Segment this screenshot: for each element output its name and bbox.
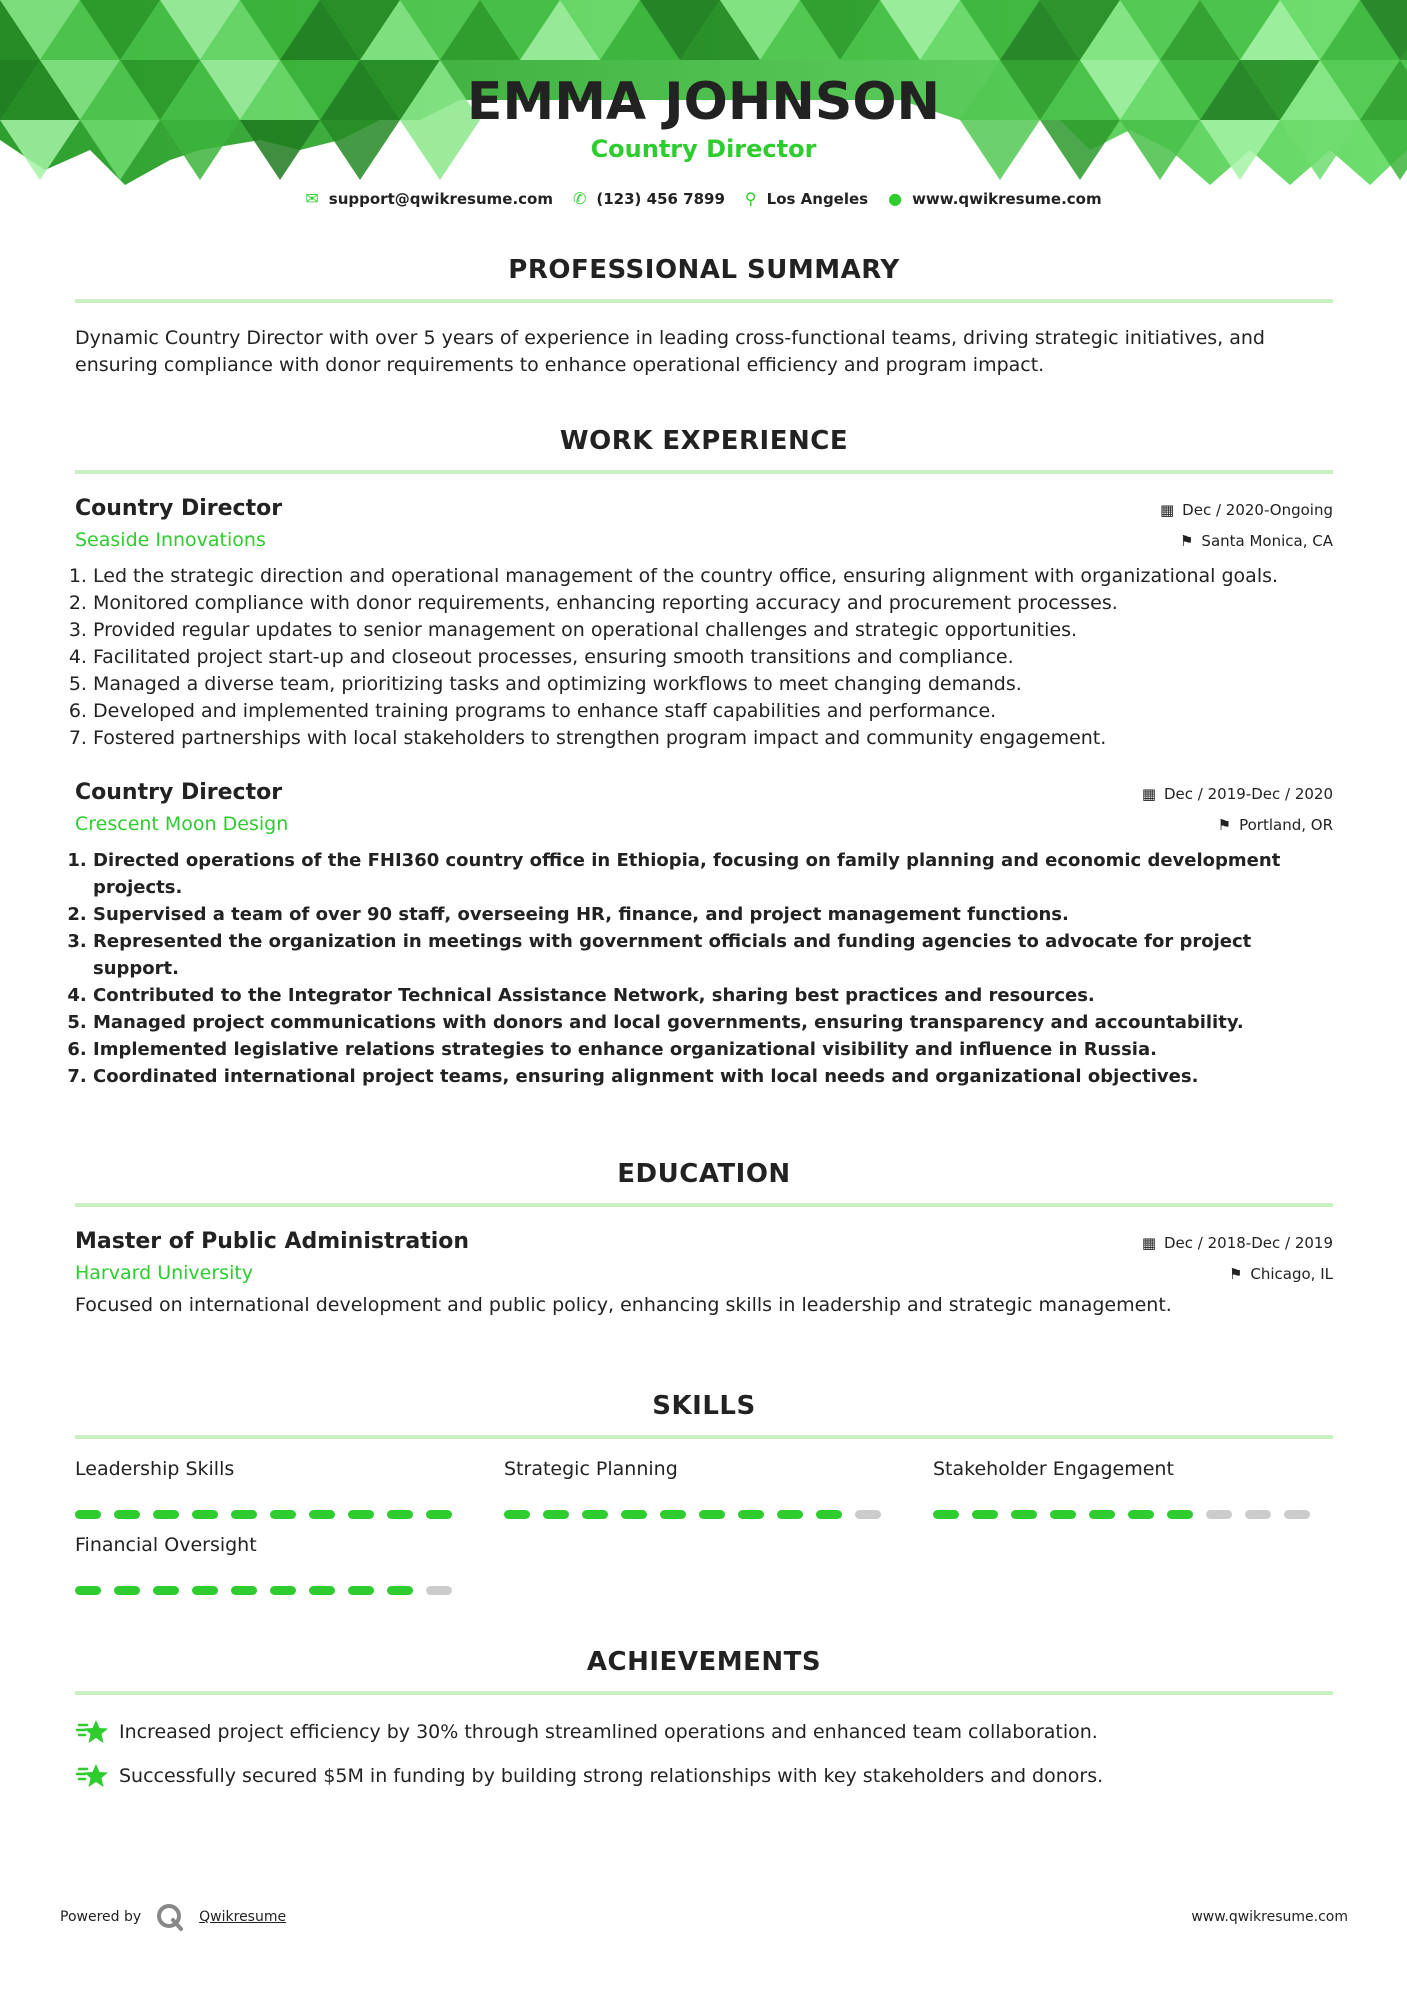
degree-title: Master of Public Administration: [75, 1229, 470, 1254]
rating-dash-filled: [309, 1510, 335, 1519]
rating-dash-filled: [270, 1586, 296, 1595]
rating-dash-filled: [231, 1586, 257, 1595]
skill-item: [933, 1458, 1313, 1480]
skill-rating: [933, 1510, 1323, 1519]
job-title: Country Director: [75, 496, 283, 521]
pin-icon: ⚑: [1217, 816, 1232, 834]
rating-dash-filled: [309, 1586, 335, 1595]
rating-dash-empty: [1245, 1510, 1271, 1519]
rating-dash-filled: [1128, 1510, 1154, 1519]
rating-dash-filled: [387, 1586, 413, 1595]
rating-dash-filled: [1167, 1510, 1193, 1519]
skill-name: Strategic Planning: [504, 1458, 678, 1480]
rating-dash-filled: [153, 1586, 179, 1595]
calendar-icon: ▦: [1141, 1234, 1156, 1252]
website-text: www.qwikresume.com: [912, 189, 1102, 208]
rating-dash-filled: [1011, 1510, 1037, 1519]
location-text: Los Angeles: [766, 189, 869, 208]
rating-dash-filled: [153, 1510, 179, 1519]
company-name: Crescent Moon Design: [75, 813, 289, 835]
skill-name: Financial Oversight: [75, 1534, 257, 1556]
rating-dash-filled: [192, 1586, 218, 1595]
job-bullets: [75, 563, 1333, 752]
rating-dash-filled: [777, 1510, 803, 1519]
achievements-heading: ACHIEVEMENTS: [586, 1647, 822, 1677]
education-location: Chicago, IL: [1250, 1265, 1333, 1283]
rating-dash-filled: [660, 1510, 686, 1519]
pin-icon: ⚑: [1228, 1265, 1243, 1283]
rating-dash-filled: [348, 1510, 374, 1519]
list-item: 1. Led the strategic direction and operational management of the country office, ensuring alignment with organizational goals.: [93, 563, 1333, 590]
job-entry: [75, 780, 1333, 1090]
experience-heading: WORK EXPERIENCE: [559, 426, 849, 456]
rating-dash-filled: [114, 1586, 140, 1595]
achievement-item: [75, 1759, 1333, 1793]
list-item: 4. Facilitated project start-up and closeout processes, ensuring smooth transitions and compliance.: [93, 644, 1333, 671]
rating-dash-filled: [231, 1510, 257, 1519]
list-item: 7. Coordinated international project teams, ensuring alignment with local needs and organizational objectives.: [93, 1063, 1333, 1090]
contact-email[interactable]: [305, 189, 553, 208]
list-item: 7. Fostered partnerships with local stakeholders to strengthen program impact and community engagement.: [93, 725, 1333, 752]
star-icon: [75, 1715, 109, 1749]
rating-dash-filled: [621, 1510, 647, 1519]
divider: [75, 299, 1333, 303]
rating-dash-filled: [114, 1510, 140, 1519]
rating-dash-empty: [1206, 1510, 1232, 1519]
map-pin-icon: ⚲: [744, 189, 757, 208]
candidate-name: EMMA JOHNSON: [466, 72, 941, 132]
skill-rating: [75, 1510, 465, 1519]
rating-dash-empty: [855, 1510, 881, 1519]
rating-dash-filled: [426, 1510, 452, 1519]
star-icon: [75, 1759, 109, 1793]
rating-dash-filled: [972, 1510, 998, 1519]
rating-dash-filled: [699, 1510, 725, 1519]
divider: [75, 1435, 1333, 1439]
summary-heading: PROFESSIONAL SUMMARY: [508, 255, 900, 285]
rating-dash-filled: [75, 1586, 101, 1595]
contact-location: [745, 189, 868, 208]
rating-dash-filled: [348, 1586, 374, 1595]
job-dates: Dec / 2020-Ongoing: [1182, 501, 1333, 519]
powered-by-label: Powered by: [60, 1909, 142, 1925]
job-bullets: [75, 847, 1333, 1090]
job-dates: Dec / 2019-Dec / 2020: [1164, 785, 1333, 803]
summary-text: Dynamic Country Director with over 5 years of experience in leading cross-functional teams, driving strategic initiatives, and ensuring compliance with donor requirements to enhance operational efficiency and program impact.: [75, 327, 1265, 376]
skill-item: [75, 1458, 455, 1480]
company-name: Seaside Innovations: [75, 529, 266, 551]
list-item: 3. Provided regular updates to senior management on operational challenges and strategic opportunities.: [93, 617, 1333, 644]
divider: [75, 1203, 1333, 1207]
rating-dash-empty: [426, 1586, 452, 1595]
contact-bar: [0, 189, 1407, 208]
rating-dash-filled: [738, 1510, 764, 1519]
email-text: support@qwikresume.com: [328, 189, 553, 208]
envelope-icon: ✉: [305, 189, 319, 208]
education-section: [75, 1159, 1333, 1319]
pin-icon: ⚑: [1179, 532, 1194, 550]
list-item: 5. Managed project communications with donors and local governments, ensuring transparency and accountability.: [93, 1009, 1333, 1036]
list-item: 5. Managed a diverse team, prioritizing tasks and optimizing workflows to meet changing demands.: [93, 671, 1333, 698]
skills-section: [75, 1391, 1333, 1439]
rating-dash-filled: [582, 1510, 608, 1519]
qwikresume-logo-icon: [155, 1902, 185, 1932]
calendar-icon: ▦: [1141, 785, 1156, 803]
skill-item: [504, 1458, 884, 1480]
skill-name: Stakeholder Engagement: [933, 1458, 1174, 1480]
calendar-icon: ▦: [1159, 501, 1175, 519]
school-name: Harvard University: [75, 1262, 254, 1284]
contact-website[interactable]: [888, 189, 1102, 208]
rating-dash-filled: [192, 1510, 218, 1519]
contact-phone: [573, 189, 725, 208]
rating-dash-filled: [816, 1510, 842, 1519]
list-item: 6. Implemented legislative relations strategies to enhance organizational visibility and influence in Russia.: [93, 1036, 1333, 1063]
divider: [75, 470, 1333, 474]
rating-dash-empty: [1284, 1510, 1310, 1519]
divider: [75, 1691, 1333, 1695]
achievement-text: Increased project efficiency by 30% through streamlined operations and enhanced team collaboration.: [119, 1721, 1098, 1743]
job-location: Portland, OR: [1239, 816, 1333, 834]
achievement-item: [75, 1715, 1333, 1749]
summary-section: [75, 255, 1333, 379]
achievements-section: [75, 1647, 1333, 1793]
list-item: 1. Directed operations of the FHI360 country office in Ethiopia, focusing on family planning and economic development projects.: [93, 847, 1333, 901]
rating-dash-filled: [387, 1510, 413, 1519]
list-item: 6. Developed and implemented training programs to enhance staff capabilities and performance.: [93, 698, 1333, 725]
list-item: 4. Contributed to the Integrator Technical Assistance Network, sharing best practices and resources.: [93, 982, 1333, 1009]
education-heading: EDUCATION: [617, 1159, 791, 1189]
footer-url[interactable]: www.qwikresume.com: [1191, 1909, 1348, 1925]
job-title: Country Director: [75, 780, 283, 805]
rating-dash-filled: [543, 1510, 569, 1519]
rating-dash-filled: [75, 1510, 101, 1519]
phone-text: (123) 456 7899: [596, 189, 725, 208]
skill-name: Leadership Skills: [75, 1458, 235, 1480]
rating-dash-filled: [504, 1510, 530, 1519]
job-entry: [75, 496, 1333, 752]
rating-dash-filled: [1050, 1510, 1076, 1519]
list-item: 2. Supervised a team of over 90 staff, overseeing HR, finance, and project management functions.: [93, 901, 1333, 928]
rating-dash-filled: [270, 1510, 296, 1519]
achievement-text: Successfully secured $5M in funding by building strong relationships with key stakeholders and donors.: [119, 1765, 1104, 1787]
skills-heading: SKILLS: [652, 1391, 756, 1421]
rating-dash-filled: [1089, 1510, 1115, 1519]
list-item: 3. Represented the organization in meetings with government officials and funding agencies to advocate for project support.: [93, 928, 1333, 982]
skill-rating: [75, 1586, 465, 1595]
skill-rating: [504, 1510, 894, 1519]
qwikresume-link[interactable]: Qwikresume: [199, 1909, 287, 1925]
education-dates: Dec / 2018-Dec / 2019: [1164, 1234, 1333, 1252]
candidate-title: Country Director: [590, 135, 817, 163]
skill-item: [75, 1534, 455, 1556]
rating-dash-filled: [933, 1510, 959, 1519]
phone-icon: ✆: [572, 189, 587, 208]
experience-section: [75, 426, 1333, 1090]
footer: [60, 1902, 1348, 1932]
list-item: 2. Monitored compliance with donor requirements, enhancing reporting accuracy and procurement processes.: [93, 590, 1333, 617]
job-location: Santa Monica, CA: [1201, 532, 1333, 550]
education-description: Focused on international development and public policy, enhancing skills in leadership and strategic management.: [75, 1294, 1172, 1316]
globe-icon: ●: [888, 189, 903, 208]
